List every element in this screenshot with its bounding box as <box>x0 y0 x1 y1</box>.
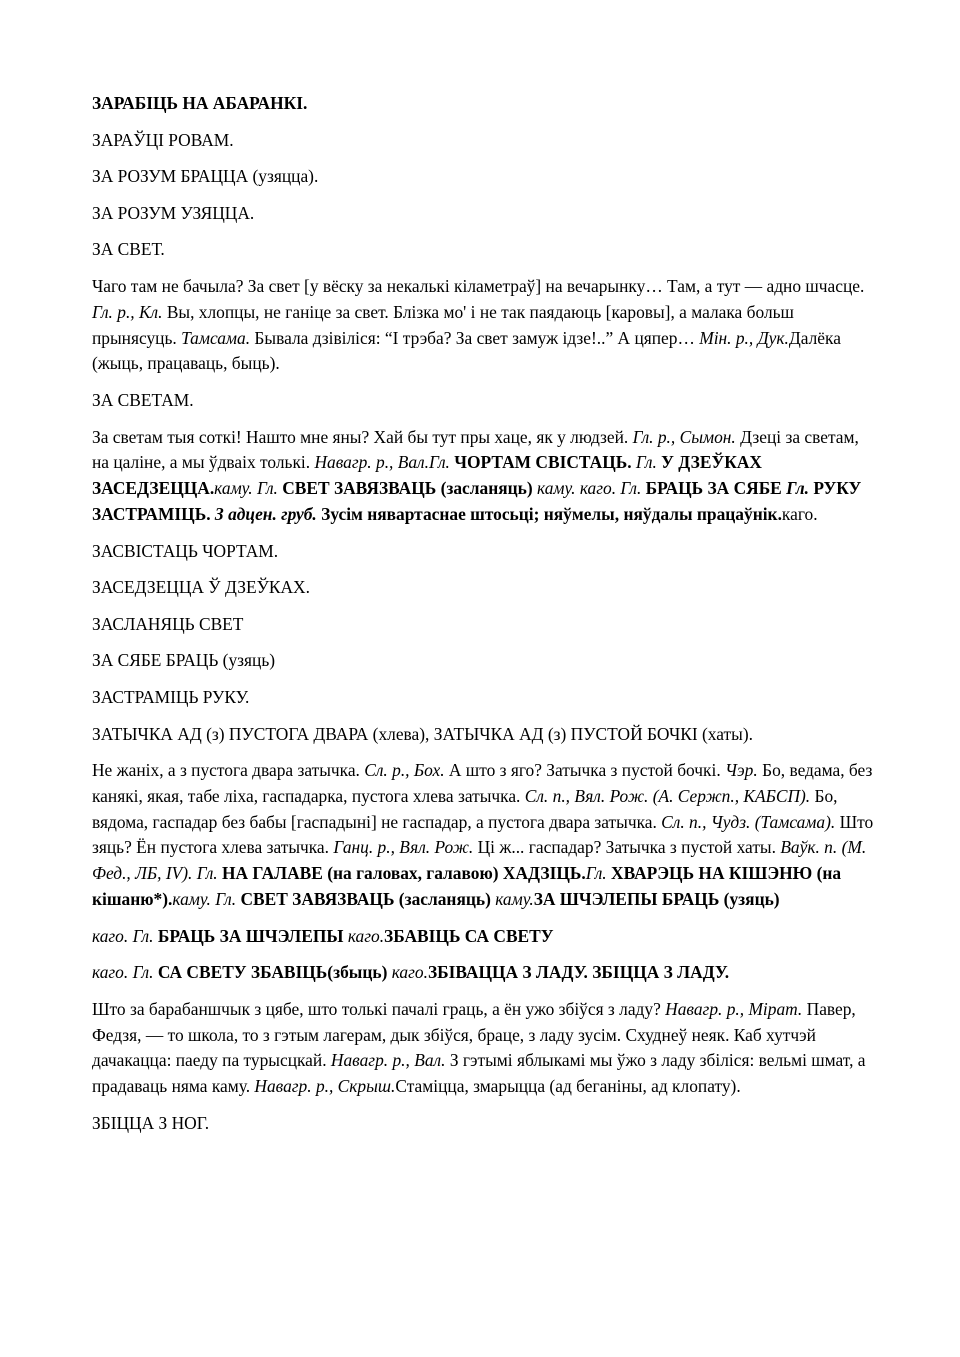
text-run: Мін. р., Дук. <box>699 327 789 348</box>
paragraph <box>92 539 874 565</box>
text-run: Што за барабаншчык з цябе, што толькі пачалі граць, а ён ужо збіўся з ладу? <box>92 998 666 1019</box>
text-run: ЗАТЫЧКА АД (з) ПУСТОГА ДВАРА (хлева), ЗАТЫЧКА АД (з) ПУСТОЙ БОЧКІ (хаты). <box>92 723 753 744</box>
text-run: Чаго там не бачыла? За свет [у вёску за некалькі кіламетраў] на вечарынку… Там, а тут — адно шчасце. <box>92 275 865 296</box>
paragraph <box>92 91 874 117</box>
text-run: каго. <box>387 962 428 983</box>
document-body <box>92 91 874 1147</box>
text-run: каго. <box>343 925 385 946</box>
text-run: ЗАСВІСТАЦЬ ЧОРТАМ. <box>92 540 279 561</box>
text-run: Ваўк. п. (М. Фед., ЛБ, IV). Гл. <box>92 837 867 884</box>
text-run: Вы, хлопцы, не ганіце за свет. Блізка мо' і не так паядаюць [каровы], а малака больш прынясуць. <box>92 301 794 348</box>
text-run: Сл. п., Чудз. (Тамсама). <box>661 811 836 832</box>
paragraph <box>92 648 874 674</box>
text-run: Бо, вядома, гаспадар без бабы [гаспадыні] не гаспадар, а пустога двара затычка. <box>92 785 838 832</box>
text-run: Навагр. р., Вал.Гл. <box>314 452 450 473</box>
text-run: каму. <box>490 889 534 910</box>
text-run: ЗАРАБІЦЬ НА АБАРАНКІ. <box>92 93 308 113</box>
text-run: Што зяць? Ён пустога хлева затычка. <box>92 811 874 858</box>
text-run: Бо, ведама, без канякі, якая, табе ліха, гаспадарка, пустога хлева затычка. <box>92 760 873 806</box>
text-run: ЗБІЦЦА З НОГ. <box>92 1112 210 1133</box>
paragraph <box>92 612 874 638</box>
text-run: каму. Гл. <box>214 478 278 499</box>
text-run: Зусім нявартаснае штосьці; няўмелы, няўдалы працаўнік. <box>316 503 782 524</box>
text-run: ЗА ШЧЭЛЕПЫ БРАЦЬ (узяць) <box>533 889 780 910</box>
text-run: НА ГАЛАВЕ (на галовах, галавою) ХАДЗІЦЬ. <box>217 863 586 884</box>
text-run: З гэтымі яблыкамі мы ўжо з ладу збіліся: вельмі шмат, а прадаваць няма каму. <box>92 1050 866 1097</box>
text-run: ХВАРЭЦЬ НА КІШЭНЮ (на кішаню*). <box>92 863 842 910</box>
text-run: Тамсама. <box>181 327 251 348</box>
text-run: А што з яго? Затычка з пустой бочкі. <box>444 760 726 781</box>
paragraph <box>92 274 874 377</box>
text-run: ЗАРАЎЦІ РОВАМ. <box>92 129 234 150</box>
text-run: ЗБІВАЦЦА З ЛАДУ. ЗБІЦЦА З ЛАДУ. <box>427 962 730 983</box>
text-run: ЗА СЯБЕ БРАЦЬ (узяць) <box>92 650 276 671</box>
text-run: З адцен. груб. <box>210 503 317 524</box>
text-run: ЗАСЛАНЯЦЬ СВЕТ <box>92 613 244 634</box>
text-run: Дзеці за светам, на цаліне, а мы ўдваіх толькі. <box>92 426 859 473</box>
text-run: каго. Гл. <box>92 925 154 946</box>
text-run: Гл. <box>585 863 607 884</box>
text-run: Гл. <box>786 478 809 499</box>
paragraph <box>92 128 874 154</box>
text-run: Навагр. р., Скрыш. <box>254 1076 396 1097</box>
text-run: Гл. <box>631 452 657 473</box>
text-run: каго. <box>781 503 818 524</box>
text-run: Стаміцца, змарыцца (ад беганіны, ад клопату). <box>395 1076 741 1097</box>
text-run: ЗАСЕДЗЕЦЦА Ў ДЗЕЎКАХ. <box>92 577 310 598</box>
text-run: БРАЦЬ ЗА СЯБЕ <box>641 478 787 499</box>
text-run: СВЕТ ЗАВЯЗВАЦЬ (засланяць) <box>236 889 491 910</box>
paragraph <box>92 164 874 190</box>
text-run: каму. каго. Гл. <box>532 478 642 499</box>
paragraph <box>92 1111 874 1137</box>
text-run: ЗБАВІЦЬ СА СВЕТУ <box>384 925 554 946</box>
text-run: Гл. р., Кл. <box>92 301 163 322</box>
text-run: РУКУ ЗАСТРАМІЦЬ. <box>92 478 862 524</box>
text-run: ЗА СВЕТАМ. <box>92 389 194 410</box>
text-run: Павер, Федзя, — то школа, то з гэтым лагерам, дык збіўся, браце, з ладу зусім. Схуднеў неяк. Каб хутчэй дачакацца: паеду па турысцкай. <box>92 998 856 1071</box>
text-run: ЗА СВЕТ. <box>92 239 165 260</box>
paragraph <box>92 425 874 528</box>
text-run: СВЕТ ЗАВЯЗВАЦЬ (засланяць) <box>277 478 533 499</box>
text-run: Ганц. р., Вял. Рож. <box>333 837 474 858</box>
text-run: Не жаніх, а з пустога двара затычка. <box>92 760 365 781</box>
text-run: ЗАСТРАМІЦЬ РУКУ. <box>92 686 250 707</box>
text-run: БРАЦЬ ЗА ШЧЭЛЕПЫ <box>153 925 344 946</box>
text-run: ЗА РОЗУМ БРАЦЦА (узяцца). <box>92 166 319 187</box>
paragraph <box>92 722 874 748</box>
text-run: За светам тыя соткі! Нашто мне яны? Хай бы тут пры хаце, як у людзей. <box>92 426 633 447</box>
text-run: СА СВЕТУ ЗБАВІЦЬ(збыць) <box>153 962 388 983</box>
paragraph <box>92 758 874 913</box>
text-run: Сл. п., Вял. Рож. (А. Сержп., КАБСП). <box>524 785 811 806</box>
paragraph <box>92 997 874 1100</box>
paragraph <box>92 388 874 414</box>
text-run: Гл. р., Сымон. <box>632 426 736 447</box>
paragraph <box>92 924 874 950</box>
text-run: Навагр. р., Вал. <box>330 1050 446 1071</box>
text-run: Сл. р., Бох. <box>364 760 445 781</box>
text-run: Бывала дзівіліся: “І трэба? За свет замуж ідзе!..” А цяпер… <box>250 327 700 348</box>
paragraph <box>92 685 874 711</box>
text-run: Навагр. р., Мірат. <box>665 998 803 1019</box>
text-run: Чэр. <box>725 760 758 781</box>
text-run: У ДЗЕЎКАХ ЗАСЕДЗЕЦЦА. <box>92 452 762 499</box>
text-run: каму. Гл. <box>172 889 237 910</box>
text-run: ЗА РОЗУМ УЗЯЦЦА. <box>92 202 255 223</box>
paragraph <box>92 237 874 263</box>
paragraph <box>92 201 874 227</box>
text-run: Ці ж... гаспадар? Затычка з пустой хаты. <box>473 837 781 858</box>
paragraph <box>92 960 874 986</box>
paragraph <box>92 575 874 601</box>
text-run: каго. Гл. <box>92 962 154 983</box>
text-run: ЧОРТАМ СВІСТАЦЬ. <box>449 452 632 473</box>
text-run: Далёка (жыць, працаваць, быць). <box>92 327 841 374</box>
